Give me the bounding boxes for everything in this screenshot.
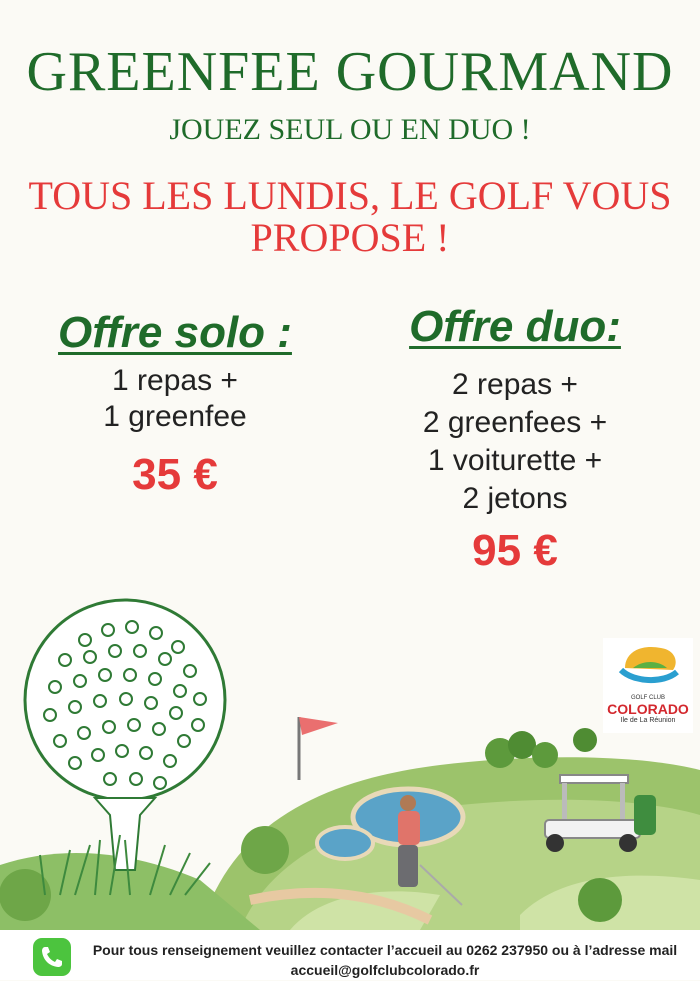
announcement-line-1: TOUS LES LUNDIS, LE GOLF VOUS: [28, 173, 672, 218]
offer-solo-item: 1 greenfee: [103, 400, 247, 433]
page-subtitle: JOUEZ SEUL OU EN DUO !: [169, 113, 531, 146]
footer-contact: [85, 940, 685, 980]
announcement-line-2: PROPOSE !: [250, 215, 450, 260]
logo-name: COLORADO: [607, 701, 689, 717]
footer-line-1: Pour tous renseignement veuillez contacter l’accueil au 0262 237950 ou à l’adresse mail: [92, 942, 678, 958]
logo-mark-icon: [603, 638, 693, 690]
offer-duo-title: Offre duo:: [409, 302, 621, 351]
offer-duo: [360, 302, 670, 576]
logo-small-label: GOLF CLUB: [630, 695, 665, 701]
offer-duo-price: 95 €: [472, 526, 558, 575]
offer-duo-item: 2 greenfees +: [422, 406, 608, 439]
golf-club-logo: [603, 638, 693, 733]
golf-course-illustration: [0, 595, 700, 930]
offer-duo-item: 1 voiturette +: [427, 444, 603, 477]
offer-duo-item: 2 repas +: [452, 368, 578, 401]
offer-solo-item: 1 repas +: [112, 364, 238, 397]
phone-icon: [33, 938, 71, 976]
offer-duo-item: 2 jetons: [462, 482, 568, 515]
logo-location: Ile de La Réunion: [620, 717, 676, 724]
offer-solo-price: 35 €: [132, 450, 218, 499]
offer-solo: [20, 308, 330, 500]
offer-solo-title: Offre solo :: [58, 308, 292, 357]
footer-email[interactable]: accueil@golfclubcolorado.fr: [290, 962, 480, 978]
page-title: GREENFEE GOURMAND: [26, 41, 674, 103]
